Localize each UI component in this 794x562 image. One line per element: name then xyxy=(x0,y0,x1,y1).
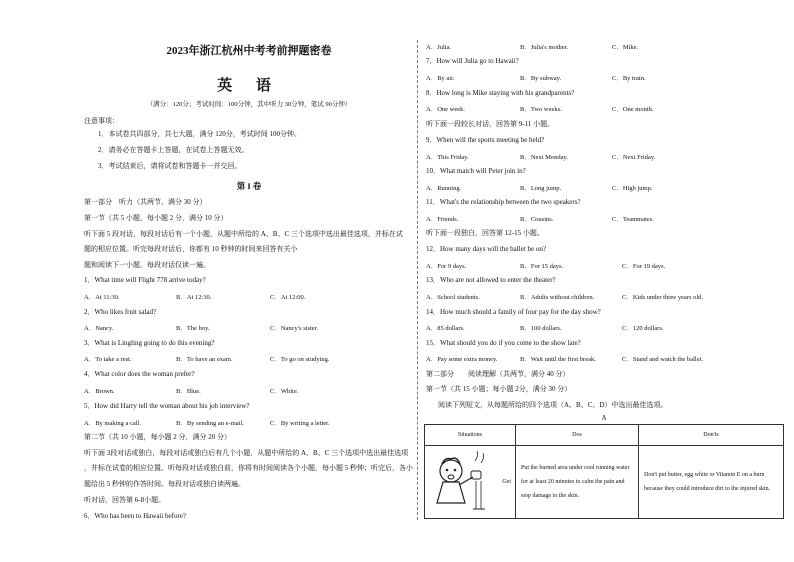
option-a: A．At 11:30. xyxy=(84,294,120,301)
option-b: B．By sending an e-mail. xyxy=(176,420,244,427)
question-text: 9．When will the sports meeting be held? xyxy=(426,136,545,144)
sec1-instruction: 听下面 5 段对话，每段对话后有一个小题，从题中所给的 A、B、C 三个选项中选出最佳选项，并标在试 xyxy=(84,230,403,238)
option-b: B．The boy. xyxy=(176,325,210,332)
question-text: 3．What is Lingling going to do this evening? xyxy=(84,339,215,347)
question-text: 2．Who likes fruit salad? xyxy=(84,308,157,316)
question-text: 13．Who are not allowed to enter the theater? xyxy=(426,276,556,284)
notice-item: 3．考试结束后，请将试卷和答题卡一并交回。 xyxy=(98,162,242,170)
situation-cell xyxy=(425,446,516,519)
option-a: A．To take a rest. xyxy=(84,356,132,363)
option-a: A．Brown. xyxy=(84,388,115,395)
option-c: C．Next Friday. xyxy=(612,154,656,161)
notice-item: 2．请务必在答题卡上答题，在试卷上答题无效。 xyxy=(98,146,249,154)
part2-heading: 第二部分 阅读理解（共两节，满分 40 分） xyxy=(426,370,570,378)
dos-cell xyxy=(516,446,639,519)
option-c: C．White. xyxy=(270,388,299,395)
table-header: Situations xyxy=(425,425,516,446)
reading-table xyxy=(424,424,784,519)
part1-heading: 第一部分 听力（共两节，满分 30 分） xyxy=(84,198,207,206)
option-a: A．Julia. xyxy=(426,44,452,51)
sec2-instruction: 题给出 5 秒钟的作答时间。每段对话或独白读两遍。 xyxy=(84,480,245,488)
option-b: B．Wait until the first break. xyxy=(520,356,596,363)
option-c: C．By writing a letter. xyxy=(270,420,330,427)
donts-cell xyxy=(639,446,784,519)
part2-sec1-heading: 第一节（共 15 小题；每小题 2分，满分 30 分） xyxy=(426,385,572,393)
question-text: 10．What match will Peter join in? xyxy=(426,167,526,175)
option-b: B．Next Monday. xyxy=(520,154,568,161)
option-b: B．Blue. xyxy=(176,388,201,395)
dos-text: Put the burned area under cool running water for at least 20 minutes to calm the pain and stop damage to the skin. xyxy=(521,465,630,499)
option-b: B．For 15 days. xyxy=(520,263,564,270)
option-b: B．Cousins. xyxy=(520,216,554,223)
option-a: A．Pay some extra money. xyxy=(426,356,498,363)
option-b: B．At 12:30. xyxy=(176,294,212,301)
group-instruction: 听下面一段较长对话，回答第 9-11 小题。 xyxy=(426,120,555,128)
option-c: C．Stand and watch the ballet. xyxy=(622,356,704,363)
option-a: A．Running. xyxy=(426,185,462,192)
option-c: C．By train. xyxy=(612,75,646,82)
question-text: 4．What color does the woman prefer? xyxy=(84,370,195,378)
option-b: B．100 dollars. xyxy=(520,325,562,332)
option-a: A．85 dollars. xyxy=(426,325,465,332)
question-text: 5．How did Harry tell the woman about his job interview? xyxy=(84,402,250,410)
option-a: A．School students. xyxy=(426,294,480,301)
section-title: 第 I 卷 xyxy=(236,181,262,191)
option-c: C．Kids under three years old. xyxy=(622,294,704,301)
option-b: B．To have an exam. xyxy=(176,356,233,363)
option-a: A．Nancy. xyxy=(84,325,114,332)
sec2-instruction: 听下面 3段对话或独白，每段对话或独白后有几个小题，从题中所给的 A、B、C 三个选项中选出最佳选项 xyxy=(84,449,409,457)
question-text: 12．How many days will the ballet be on? xyxy=(426,245,546,253)
option-c: C．Mike. xyxy=(612,44,639,51)
option-a: A．By making a call. xyxy=(84,420,142,427)
burn-illustration xyxy=(429,451,495,513)
group-instruction: 听对话，回答第 6-8小题。 xyxy=(84,496,166,504)
passage-label: A xyxy=(601,414,607,422)
option-a: A．By air. xyxy=(426,75,455,82)
option-c: C．At 12:00. xyxy=(270,294,306,301)
option-b: B．By subway. xyxy=(520,75,562,82)
option-b: B．Adults without children. xyxy=(520,294,595,301)
sec1-instruction: 题的相应位置。听完每段对话后，你都有 10 秒钟的时间来回答有关小 xyxy=(84,245,298,253)
sec2-heading: 第二节（共 10 小题，每小题 2 分，满分 20 分） xyxy=(84,433,231,441)
option-b: B．Julia's mother. xyxy=(520,44,569,51)
question-text: 8．How long is Mike staying with his grandparents? xyxy=(426,89,575,97)
option-b: B．Long jump. xyxy=(520,185,562,192)
part2-instruction: 阅读下列短文，从每题所给的四个选项（A、B、C、D）中选出最佳选项。 xyxy=(438,401,668,409)
question-text: 1．What time will Flight 778 arrive today? xyxy=(84,276,206,284)
option-a: A．This Friday. xyxy=(426,154,469,161)
exam-meta: （满分：120分；考试时间：100分钟，其中听力 30分钟，笔试 90分钟） xyxy=(146,101,352,108)
option-a: A．One week. xyxy=(426,106,465,113)
exam-title: 2023年浙江杭州中考考前押题密卷 xyxy=(166,45,332,57)
table-header: Dos xyxy=(516,425,639,446)
subject-title: 英 语 xyxy=(217,78,281,94)
option-c: C．High jump. xyxy=(612,185,653,192)
notice-title: 注意事项： xyxy=(84,117,119,125)
column-divider xyxy=(417,40,418,520)
group-instruction: 听下面一段独白，回答第 12-15 小题。 xyxy=(426,229,544,237)
question-text: 11．What's the relationship between the two speakers? xyxy=(426,198,581,206)
notice-item: 1．本试卷共四部分，共七大题，满分 120分，考试时间 100分钟。 xyxy=(98,130,301,138)
option-a: A．Friends. xyxy=(426,216,459,223)
question-text: 6．Who has been to Hawaii before? xyxy=(84,512,187,520)
donts-text: Don't put butter, egg white or Vitamin E on a burn because they could introduce dirt to the injured skin. xyxy=(644,472,771,492)
question-text: 14．How much should a family of four pay for the day show? xyxy=(426,308,601,316)
option-c: C．For 19 days. xyxy=(622,263,666,270)
sec1-heading: 第一节（共 5 小题，每小题 2 分，满分 10 分） xyxy=(84,214,228,222)
sec1-instruction: 题和阅读下一小题。每段对话仅读一遍。 xyxy=(84,261,210,269)
option-c: C．Teammates. xyxy=(612,216,654,223)
question-text: 15．What should you do if you come to the show late? xyxy=(426,339,581,347)
sec2-instruction: ，并标在试卷的相应位置。听每段对话或独白前，你将有时间阅读各个小题，每小题 5 秒钟；听完后，各小 xyxy=(84,464,413,472)
left-column xyxy=(84,0,414,562)
option-c: C．Nancy's sister. xyxy=(270,325,319,332)
option-a: A．For 9 days. xyxy=(426,263,467,270)
option-c: C．To go on studying. xyxy=(270,356,330,363)
option-c: C．120 dollars. xyxy=(622,325,664,332)
option-c: C．One month. xyxy=(612,106,654,113)
question-text: 7．How will Julia go to Hawaii? xyxy=(426,57,519,65)
situation-label: Get xyxy=(502,479,511,485)
table-header: Don'ts xyxy=(639,425,784,446)
option-b: B．Two weeks. xyxy=(520,106,562,113)
right-column xyxy=(424,0,784,562)
